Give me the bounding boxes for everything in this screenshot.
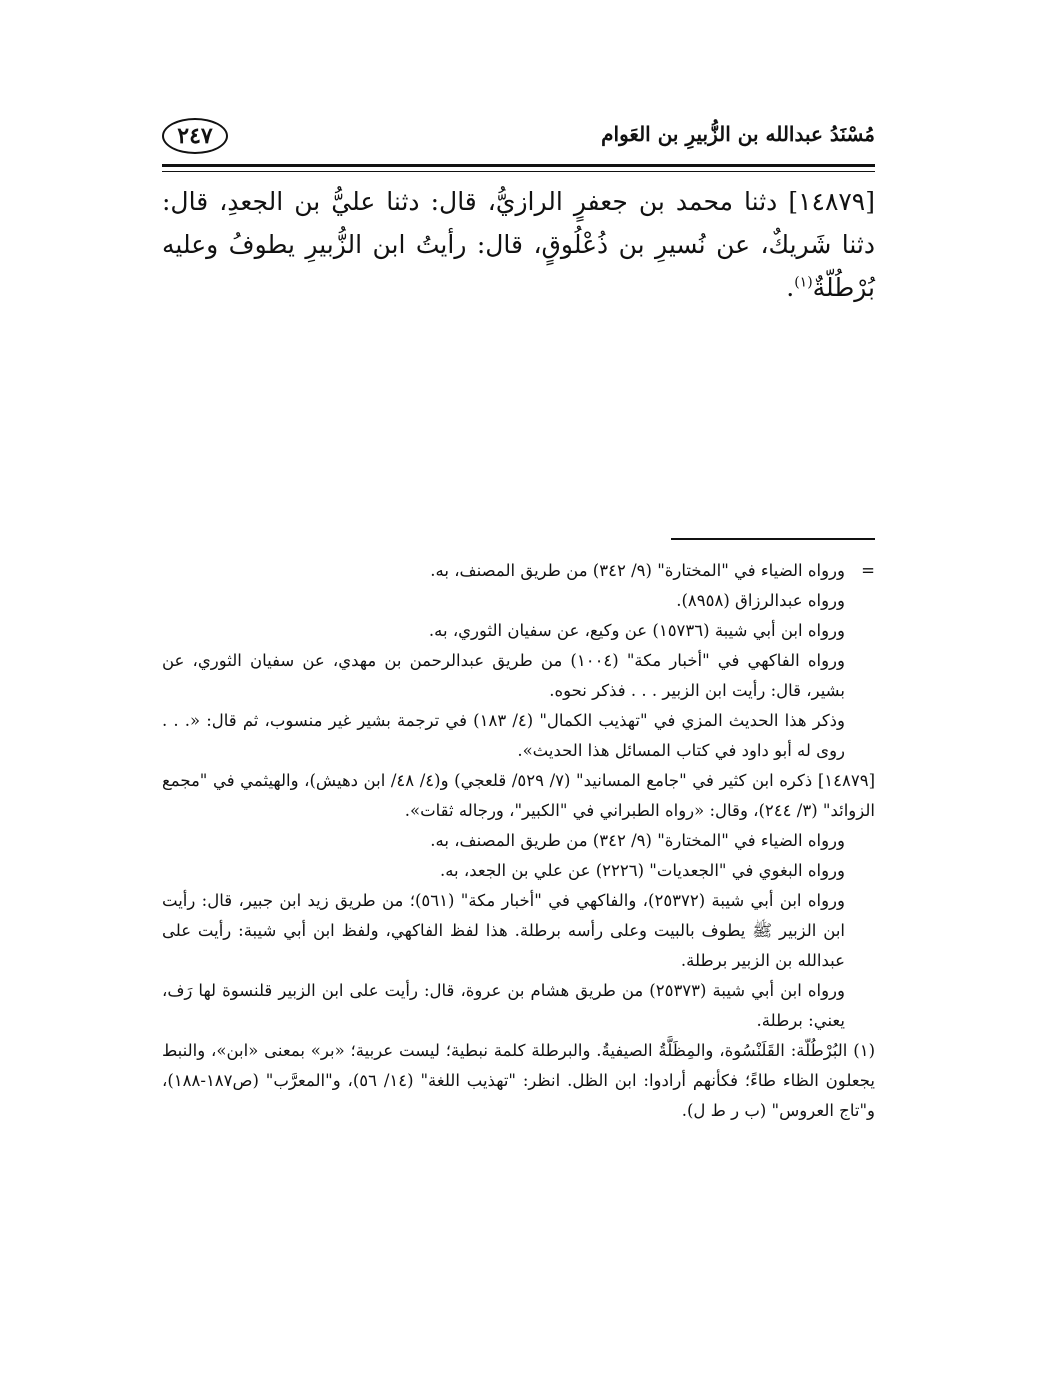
footnote-line: ورواه ابن أبي شيبة (٢٥٣٧٣) من طريق هشام بن عروة، قال: رأيت على ابن الزبير قلنسوة لها رَف، يعني: برطلة. bbox=[162, 981, 845, 1030]
hadith-footnote bbox=[162, 766, 875, 826]
footnote-line: ورواه الفاكهي في "أخبار مكة" (١٠٠٤) من طريق عبدالرحمن بن مهدي، عن سفيان الثوري، عن بشير، قال: رأيت ابن الزبير . . . فذكر نحوه. bbox=[162, 651, 845, 700]
footnote-line: ورواه الضياء في "المختارة" (٩/ ٣٤٢) من طريق المصنف، به. bbox=[430, 831, 845, 850]
footnote-line: ورواه البغوي في "الجعديات" (٢٢٢٦) عن علي بن الجعد، به. bbox=[439, 861, 845, 880]
hadith-end: . bbox=[786, 273, 795, 302]
footnote-reference[interactable]: (١) bbox=[794, 274, 813, 291]
footnote-line: البُرْطُلّة: القَلَنْسُوة، والمِظَلَّةُ الصيفيةُ. والبرطلة كلمة نبطية؛ ليست عربية؛ «بر» بمعنى «ابن»، والنبط يجعلون الظاء طاءً؛ فكأنهم أرادوا: ابن الظل. انظر: "تهذيب اللغة" (١٤/ ٥٦)، و"المعرَّب" (ص١٨٧-١٨٨)، و"تاج العروس" (ب ر ط ل). bbox=[162, 1041, 875, 1120]
footnote-number: (١) bbox=[853, 1041, 875, 1060]
footnote-line: ورواه ابن أبي شيبة (١٥٧٣٦) عن وكيع، عن سفيان الثوري، به. bbox=[428, 621, 845, 640]
continuation-marker: = bbox=[861, 561, 875, 580]
footnotes bbox=[162, 556, 875, 1126]
footnote-line: وذكر هذا الحديث المزي في "تهذيب الكمال" (٤/ ١٨٣) في ترجمة بشير غير منسوب، ثم قال: «. . . روى له أبو داود في كتاب المسائل هذا الحديث». bbox=[162, 711, 845, 760]
hadith-body: [١٤٨٧٩] دثنا محمد بن جعفرٍ الرازيُّ، قال: دثنا عليُّ بن الجعدِ، قال: دثنا شَريكٌ، عن نُسيرِ بن ذُعْلُوقٍ، قال: رأيتُ ابن الزُّبيرِ يطوفُ وعليه بُرْطُلّةٌ bbox=[162, 187, 875, 302]
footnote-separator bbox=[671, 538, 875, 540]
footnote-line: ذكره ابن كثير في "جامع المسانيد" (٧/ ٥٢٩/ قلعجي) و(٤/ ٤٨/ ابن دهيش)، والهيثمي في "مجمع الزوائد" (٣/ ٢٤٤)، وقال: «رواه الطبراني في "الكبير"، ورجاله ثقات». bbox=[162, 771, 875, 820]
footnote-continuation bbox=[162, 556, 875, 586]
lexical-footnote bbox=[162, 1036, 875, 1126]
page-number: ٢٤٧ bbox=[162, 118, 228, 154]
header-rule-thick bbox=[162, 164, 875, 167]
footnote-line: ورواه عبدالرزاق (٨٩٥٨). bbox=[676, 591, 845, 610]
hadith-text bbox=[162, 180, 875, 309]
running-title: مُسْنَدُ عبدالله بن الزُّبيرِ بن العَوام bbox=[601, 122, 875, 146]
footnote-line: ورواه الضياء في "المختارة" (٩/ ٣٤٢) من طريق المصنف، به. bbox=[430, 561, 845, 580]
footnote-line: ورواه ابن أبي شيبة (٢٥٣٧٢)، والفاكهي في "أخبار مكة" (٥٦١)؛ من طريق زيد ابن جبير، قال: رأيت ابن الزبير ﷺ يطوف بالبيت وعلى رأسه برطلة. هذا لفظ الفاكهي، ولفظ ابن أبي شيبة: رأيت على عبدالله بن الزبير برطلة. bbox=[162, 891, 845, 970]
page-header bbox=[162, 112, 875, 160]
header-rule-thin bbox=[162, 171, 875, 172]
hadith-number-marker: [١٤٨٧٩] bbox=[817, 771, 875, 790]
hadith-paragraph bbox=[162, 180, 875, 309]
